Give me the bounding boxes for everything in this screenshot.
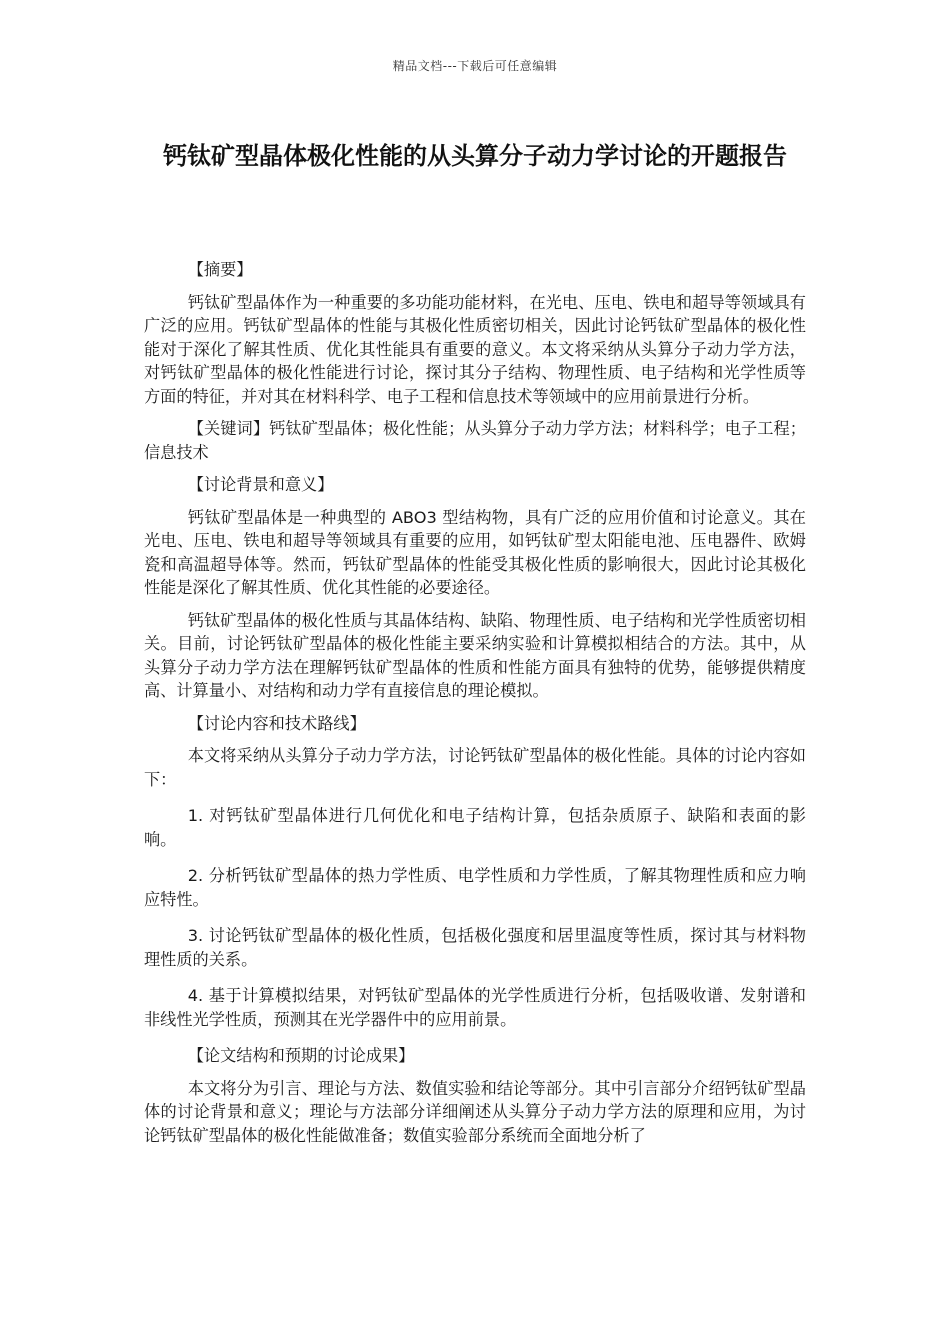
document-title: 钙钛矿型晶体极化性能的从头算分子动力学讨论的开题报告 <box>163 142 787 170</box>
background-paragraph-1: 钙钛矿型晶体是一种典型的 ABO3 型结构物，具有广泛的应用价值和讨论意义。其在光电、压电、铁电和超导等领域具有重要的应用，如钙钛矿型太阳能电池、压电器件、欧姆瓷和高温超导体等。然而，钙钛矿型晶体的性能受其极化性质的影响很大，因此讨论其极化性能是深化了解其性质、优化其性能的必要途径。 <box>144 507 806 597</box>
structure-paragraph: 本文将分为引言、理论与方法、数值实验和结论等部分。其中引言部分介绍钙钛矿型晶体的讨论背景和意义；理论与方法部分详细阐述从头算分子动力学方法的原理和应用，为讨论钙钛矿型晶体的极化性能做准备；数值实验部分系统而全面地分析了 <box>144 1078 806 1145</box>
content-list-item-1: 1. 对钙钛矿型晶体进行几何优化和电子结构计算，包括杂质原子、缺陷和表面的影响。 <box>144 806 806 849</box>
page-header-note: 精品文档---下载后可任意编辑 <box>392 59 558 73</box>
content-list-item-4: 4. 基于计算模拟结果，对钙钛矿型晶体的光学性质进行分析，包括吸收谱、发射谱和非线性光学性质，预测其在光学器件中的应用前景。 <box>144 986 806 1029</box>
structure-heading: 【论文结构和预期的讨论成果】 <box>187 1046 415 1065</box>
content-intro-paragraph: 本文将采纳从头算分子动力学方法，讨论钙钛矿型晶体的极化性能。具体的讨论内容如下： <box>144 746 806 789</box>
abstract-heading: 【摘要】 <box>187 260 253 279</box>
abstract-paragraph: 钙钛矿型晶体作为一种重要的多功能功能材料，在光电、压电、铁电和超导等领域具有广泛的应用。钙钛矿型晶体的性能与其极化性质密切相关，因此讨论钙钛矿型晶体的极化性能对于深化了解其性质、优化其性能具有重要的意义。本文将采纳从头算分子动力学方法，对钙钛矿型晶体的极化性能进行讨论，探讨其分子结构、物理性质、电子结构和光学性质等方面的特征，并对其在材料科学、电子工程和信息技术等领域中的应用前景进行分析。 <box>144 292 806 406</box>
content-heading: 【讨论内容和技术路线】 <box>187 713 366 733</box>
content-list-item-2: 2. 分析钙钛矿型晶体的热力学性质、电学性质和力学性质，了解其物理性质和应力响应特性。 <box>144 866 806 909</box>
background-paragraph-2: 钙钛矿型晶体的极化性质与其晶体结构、缺陷、物理性质、电子结构和光学性质密切相关。目前，讨论钙钛矿型晶体的极化性能主要采纳实验和计算模拟相结合的方法。其中，从头算分子动力学方法在理解钙钛矿型晶体的性质和性能方面具有独特的优势，能够提供精度高、计算量小、对结构和动力学有直接信息的理论模拟。 <box>144 610 806 700</box>
keywords-paragraph: 【关键词】钙钛矿型晶体；极化性能；从头算分子动力学方法；材料科学；电子工程；信息技术 <box>144 419 806 462</box>
document-body <box>144 256 806 1156</box>
background-heading: 【讨论背景和意义】 <box>187 475 334 494</box>
content-list-item-3: 3. 讨论钙钛矿型晶体的极化性质，包括极化强度和居里温度等性质，探讨其与材料物理性质的关系。 <box>144 926 806 969</box>
